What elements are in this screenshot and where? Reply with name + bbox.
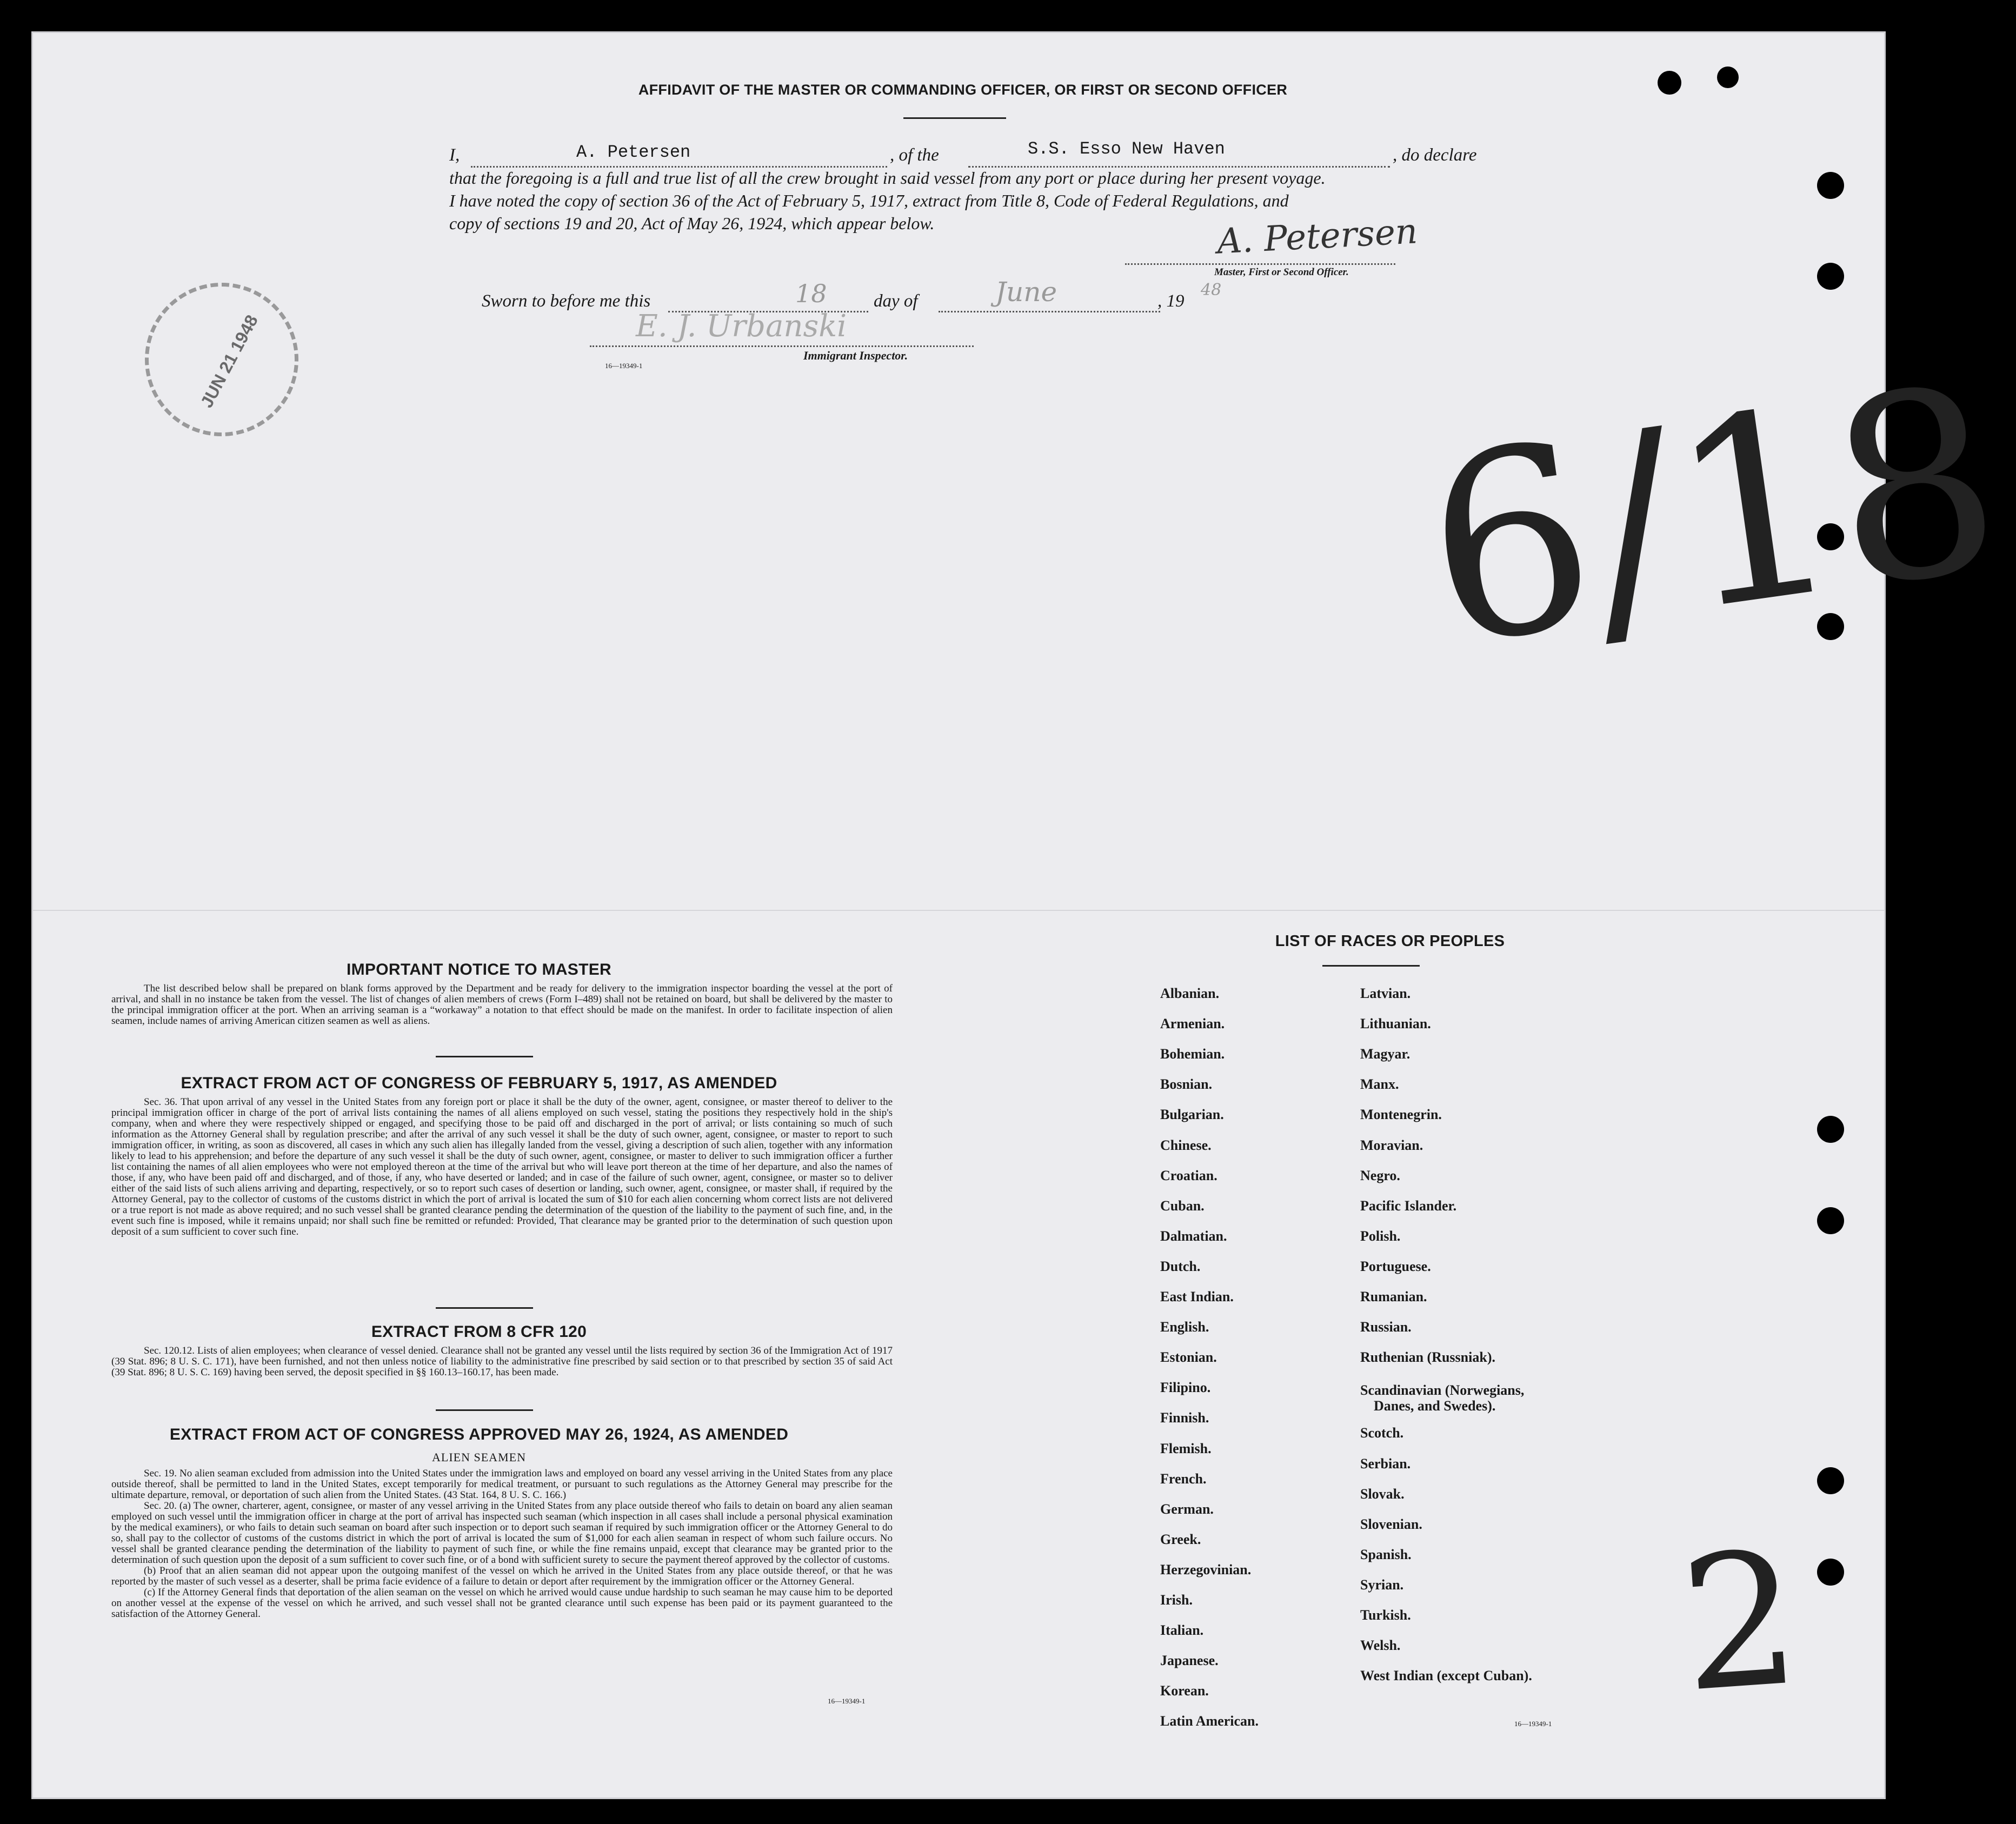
- race-item: Japanese.: [1160, 1653, 1219, 1669]
- race-item: Armenian.: [1160, 1016, 1225, 1032]
- punch-hole: [1817, 1207, 1844, 1234]
- race-item: West Indian (except Cuban).: [1360, 1668, 1532, 1684]
- race-item: Korean.: [1160, 1683, 1209, 1699]
- race-item: Bohemian.: [1160, 1046, 1225, 1062]
- month-line: [939, 311, 1160, 312]
- race-item: Slovak.: [1360, 1486, 1405, 1502]
- of-label: , of the: [890, 145, 939, 165]
- declaration-line-2: that the foregoing is a full and true list of all the crew brought in said vessel from any port or place during her present voyage.: [449, 168, 1326, 188]
- fold-line: [33, 910, 1884, 911]
- race-item: Montenegrin.: [1360, 1107, 1442, 1123]
- punch-hole: [1817, 1116, 1844, 1143]
- extract-cfr-rule: [436, 1409, 533, 1411]
- extract-1924-text: [111, 1468, 893, 1620]
- race-item: Cuban.: [1160, 1197, 1205, 1214]
- declaration-line-3: I have noted the copy of section 36 of the Act of February 5, 1917, extract from Title 8, Code of Federal Regulations, and: [449, 191, 1289, 210]
- punch-hole: [1717, 66, 1739, 88]
- sworn-year: 48: [1201, 281, 1222, 299]
- race-item: Scandinavian (Norwegians,: [1360, 1382, 1525, 1399]
- sec-20c-text: (c) If the Attorney General finds that deportation of the alien seaman on the vessel on which he arrived would cause undue hardship to such seaman he may cause him to be deported on another vessel at the expense of the vessel on which he arrived, and such vessel shall not be granted clearance until such expense has been paid or its payment guaranteed to the satisfaction of the Attorney General.: [111, 1587, 893, 1620]
- sec-20b-text: (b) Proof that an alien seaman did not appear upon the outgoing manifest of the vessel on which he arrived in the United States from any place outside thereof, or that he was reported by the master of such vessel as a deserter, shall be prima facie evidence of a failure to detain or deport after requirement by the immigration officer or the Attorney General.: [111, 1565, 893, 1587]
- extract-1917-body: Sec. 36. That upon arrival of any vessel in the United States from any foreign port or place it shall be the duty of the owner, agent, consignee, or master thereof to deliver to the principal immigration officer in charge of the port of arrival lists containing the names of all aliens employed on such vessel, stating the positions they respectively hold in the ship's company, when and where they were respectively shipped or engaged, and specifying those to be paid off and discharged in the port of arrival; or lists containing so much of such information as the Attorney General shall by regulation prescribe; and after the arrival of any such vessel it shall be the duty of such owner, agent, consignee, or master to report to such immigration officer, in writing, as soon as discovered, all cases in which any such alien has illegally landed from the vessel, giving a description of such alien, together with any information likely to lead to his apprehension; and before the departure of any such vessel it shall be the duty of such owner, agent, consignee, or master to deliver to such immigration officer a further list containing the names of all alien employees who were not employed thereon at the time of the arrival but who will leave port thereon at the time of her departure, and also the names of those, if any, who have been paid off and discharged, and of those, if any, who have deserted or landed; and in case of the failure of such owner, agent, consignee, or master so to deliver either of the said lists of such aliens arriving and departing, respectively, or so to report such cases of desertion or landing, such owner, agent, consignee, or master shall, if required by the Attorney General, pay to the collector of customs of the customs district in which the port of arrival is located the sum of $10 for each alien concerning whom correct lists are not delivered or a true report is not made as above required; and no such vessel shall be granted clearance pending the determination of the question of the liability to the payment of such fine, and, in the event such fine is imposed, while it remains unpaid; nor shall such fine be remitted or refunded: Provided, That clearance may be granted prior to the determination of such question upon deposit of a sum sufficient to cover such fine.: [111, 1096, 893, 1237]
- race-item: Serbian.: [1360, 1455, 1411, 1472]
- races-rule: [1322, 965, 1420, 967]
- race-item: Polish.: [1360, 1228, 1401, 1244]
- extract-1917-rule: [436, 1307, 533, 1309]
- race-item: Magyar.: [1360, 1046, 1410, 1062]
- race-item: Dalmatian.: [1160, 1228, 1227, 1244]
- race-item: Ruthenian (Russniak).: [1360, 1349, 1495, 1366]
- race-item: Pacific Islander.: [1360, 1197, 1457, 1214]
- notice-rule: [436, 1056, 533, 1057]
- extract-1917-title: EXTRACT FROM ACT OF CONGRESS OF FEBRUARY 5, 1917, AS AMENDED: [181, 1074, 777, 1092]
- sec-19-text: Sec. 19. No alien seaman excluded from admission into the United States under the immigration laws and employed on board any vessel arriving in the United States from any place outside thereof, shall be permitted to land in the United States, except temporarily for medical treatment, or pursuant to such regulations as the Attorney General may prescribe for the ultimate departure, removal, or deportation of such alien from the United States. (43 Stat. 164, 8 U. S. C. 166.): [111, 1468, 893, 1501]
- title-rule: [903, 117, 1006, 119]
- sworn-month: June: [995, 276, 1057, 308]
- race-item: English.: [1160, 1319, 1209, 1335]
- race-item: Filipino.: [1160, 1380, 1211, 1396]
- extract-cfr-title: EXTRACT FROM 8 CFR 120: [371, 1323, 587, 1341]
- extract-form-number: 16—19349-1: [828, 1697, 866, 1705]
- race-item: Dutch.: [1160, 1258, 1201, 1274]
- master-name: A. Petersen: [576, 142, 691, 162]
- race-item: Rumanian.: [1360, 1289, 1427, 1304]
- punch-hole: [1817, 1559, 1844, 1586]
- race-item: Syrian.: [1360, 1576, 1404, 1593]
- race-item: Greek.: [1160, 1531, 1201, 1547]
- race-item: Lithuanian.: [1360, 1016, 1431, 1032]
- race-item: Bulgarian.: [1160, 1107, 1224, 1123]
- race-item: Moravian.: [1360, 1137, 1423, 1153]
- race-item: French.: [1160, 1470, 1207, 1487]
- affidavit-title: AFFIDAVIT OF THE MASTER OR COMMANDING OFFICER, OR FIRST OR SECOND OFFICER: [638, 82, 1288, 98]
- signature-line: [1125, 263, 1395, 265]
- notice-body: The list described below shall be prepared on blank forms approved by the Department and be ready for delivery to the immigration inspector boarding the vessel at the port of arrival, and shall in no instance be taken from the vessel. The list of changes of alien members of crews (Form I–489) shall not be retained on board, but shall be delivered by the master to the principal immigration officer at the port. When an arriving seaman is a “workaway” a notation to that effect should be made on the manifest. In order to facilitate inspection of alien seamen, include names of arriving American citizen seamen as well as aliens.: [111, 983, 893, 1027]
- race-item: Negro.: [1360, 1167, 1400, 1183]
- notice-title: IMPORTANT NOTICE TO MASTER: [346, 961, 611, 978]
- race-item: Flemish.: [1160, 1440, 1212, 1456]
- punch-hole: [1817, 263, 1844, 290]
- race-item: Herzegovinian.: [1160, 1561, 1252, 1577]
- race-item: German.: [1160, 1501, 1214, 1517]
- sec-20a-text: Sec. 20. (a) The owner, charterer, agent, consignee, or master of any vessel arriving in the United States from any place outside thereof who fails to detain on board any alien seaman employed on such vessel until the immigration officer in charge at the port of arrival has inspected such seaman (which inspection in all cases shall include a personal physical examination by the medical examiners), or who fails to detain such seaman on board after such inspection or to deport such seaman if required by such immigration officer or the Attorney General to do so, shall pay to the collector of customs of the customs district in which the port of arrival is located the sum of $1,000 for each alien seaman in respect of whom such failure occurs. No vessel shall be granted clearance pending the determination of the liability to payment of such fine, or while the fine remains unpaid, except that clearance may be granted prior to the determination of such question upon the deposit of a sum sufficient to cover such fine, or of a bond with sufficient surety to secure the payment thereof approved by the collector of customs.: [111, 1500, 893, 1566]
- extract-cfr-body: Sec. 120.12. Lists of alien employees; when clearance of vessel denied. Clearance shall not be granted any vessel until the lists required by section 36 of the Immigration Act of 1917 (39 Stat. 896; 8 U. S. C. 171), have been furnished, and not then unless notice of liability to the administrative fine prescribed by said section or to that prescribed by section 35 of said Act (39 Stat. 896; 8 U. S. C. 169) having been served, the deposit specified in §§ 160.13–160.17, has been made.: [111, 1345, 893, 1378]
- race-item: Russian.: [1360, 1319, 1412, 1335]
- race-item: Danes, and Swedes).: [1374, 1398, 1496, 1414]
- punch-hole: [1817, 1467, 1844, 1494]
- inspector-line: [590, 345, 974, 347]
- punch-hole: [1658, 71, 1681, 95]
- stamp-date: JUN 21 1948: [196, 311, 262, 411]
- sworn-label: Sworn to before me this: [482, 291, 651, 311]
- race-item: Scotch.: [1360, 1425, 1404, 1441]
- race-item: Estonian.: [1160, 1349, 1217, 1366]
- race-item: Latin American.: [1160, 1713, 1259, 1729]
- race-item: Albanian.: [1160, 986, 1220, 1001]
- form-number: 16—19349-1: [605, 362, 643, 370]
- punch-hole: [1817, 172, 1844, 199]
- handwritten-page-note: 2: [1674, 1511, 1806, 1734]
- date-stamp: [145, 283, 298, 436]
- race-item: Manx.: [1360, 1076, 1399, 1093]
- vessel-name: S.S. Esso New Haven: [1028, 139, 1225, 159]
- race-item: Croatian.: [1160, 1167, 1217, 1183]
- declare-label: , do declare: [1393, 145, 1477, 165]
- extract-1924-subtitle: ALIEN SEAMEN: [432, 1450, 526, 1464]
- races-title: LIST OF RACES OR PEOPLES: [1275, 933, 1505, 950]
- race-item: Spanish.: [1360, 1546, 1412, 1562]
- race-item: Latvian.: [1360, 986, 1411, 1001]
- race-item: Welsh.: [1360, 1637, 1401, 1654]
- races-form-number: 16—19349-1: [1514, 1720, 1552, 1728]
- race-item: East Indian.: [1160, 1289, 1234, 1304]
- inspector-signature: E. J. Urbanski: [636, 309, 847, 344]
- declaration-pre: I,: [449, 145, 460, 165]
- year-prefix: , 19: [1157, 291, 1185, 311]
- extract-1924-title: EXTRACT FROM ACT OF CONGRESS APPROVED MAY 26, 1924, AS AMENDED: [169, 1426, 789, 1443]
- inspector-caption: Immigrant Inspector.: [803, 349, 908, 362]
- declaration-line-4: copy of sections 19 and 20, Act of May 26, 1924, which appear below.: [449, 214, 935, 233]
- race-item: Chinese.: [1160, 1137, 1212, 1153]
- race-item: Irish.: [1160, 1592, 1193, 1608]
- handwritten-date-note: 6/18: [1410, 330, 2016, 703]
- race-item: Bosnian.: [1160, 1076, 1213, 1093]
- race-item: Portuguese.: [1360, 1258, 1431, 1274]
- race-item: Slovenian.: [1360, 1516, 1422, 1532]
- day-of-label: day of: [874, 291, 918, 311]
- signature-caption: Master, First or Second Officer.: [1214, 267, 1349, 278]
- document-page: [31, 31, 2016, 1799]
- race-item: Italian.: [1160, 1622, 1204, 1639]
- sworn-day: 18: [795, 279, 827, 308]
- race-item: Finnish.: [1160, 1410, 1209, 1426]
- master-signature: A. Petersen: [1216, 211, 1419, 262]
- race-item: Turkish.: [1360, 1607, 1411, 1623]
